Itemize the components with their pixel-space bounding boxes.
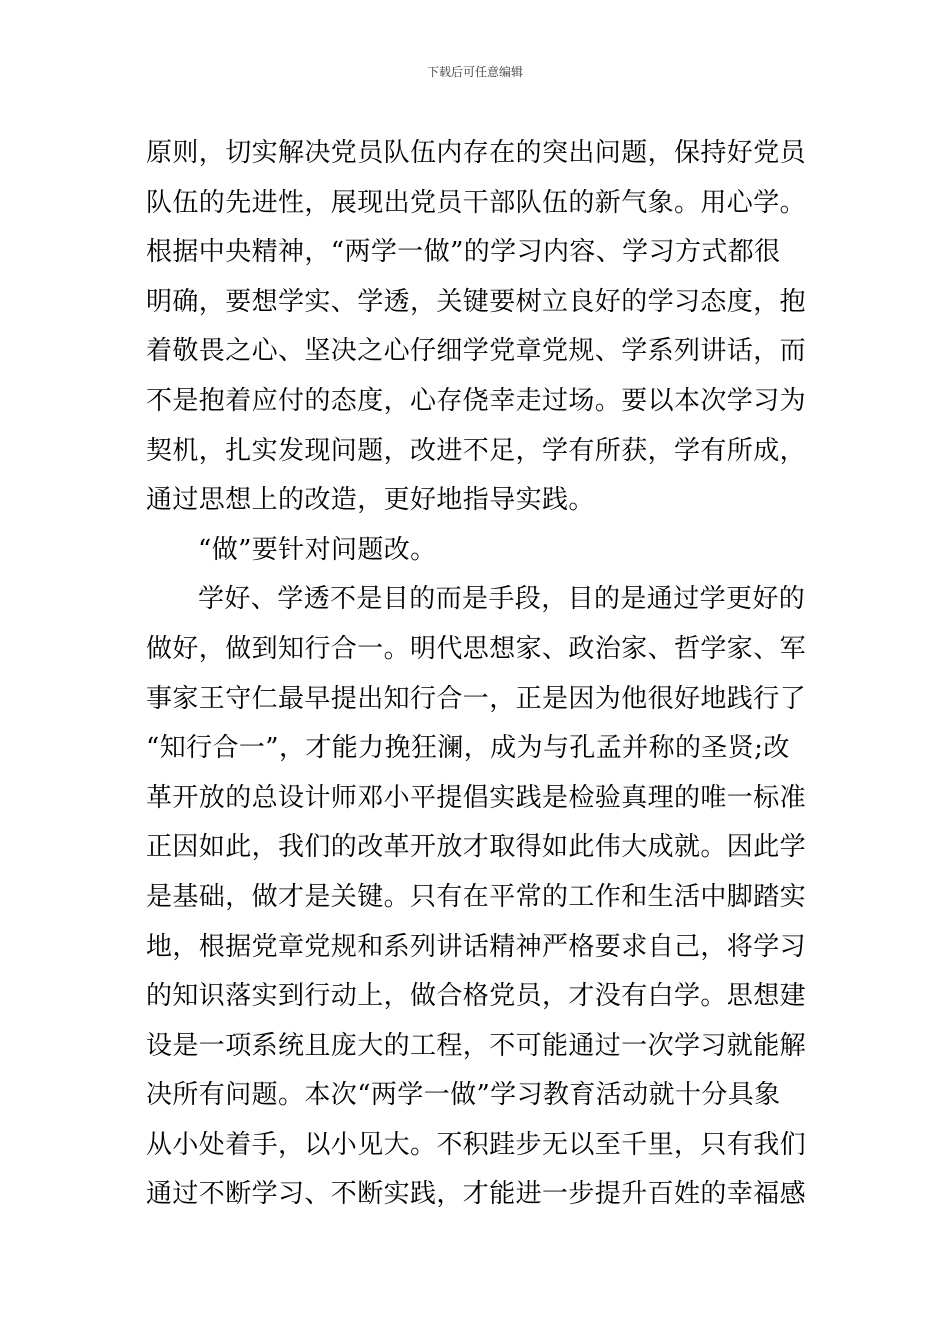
text-line: 是基础，做才是关键。只有在平常的工作和生活中脚踏实 xyxy=(146,881,807,912)
page-header: 下载后可任意编辑 xyxy=(426,65,523,79)
document-body xyxy=(146,129,806,1220)
text-line: 契机，扎实发现问题，改进不足，学有所获，学有所成， xyxy=(146,435,807,466)
text-line: 着敬畏之心、坚决之心仔细学党章党规、学系列讲话，而 xyxy=(146,336,807,367)
text-line: 决所有问题。本次“两学一做”学习教育活动就十分具象 xyxy=(146,1080,781,1111)
text-line: 队伍的先进性，展现出党员干部队伍的新气象。用心学。 xyxy=(146,187,807,218)
text-line: 设是一项系统且庞大的工程，不可能通过一次学习就能解 xyxy=(146,1030,807,1061)
text-line: 根据中央精神，“两学一做”的学习内容、学习方式都很 xyxy=(146,237,781,268)
text-line: 正因如此，我们的改革开放才取得如此伟大成就。因此学 xyxy=(146,832,807,863)
text-line: 的知识落实到行动上，做合格党员，才没有白学。思想建 xyxy=(146,981,807,1012)
paragraph-first-line: 学好、学透不是目的而是手段，目的是通过学更好的 xyxy=(198,584,806,615)
text-line: 通过思想上的改造，更好地指导实践。 xyxy=(146,485,595,516)
text-line: 革开放的总设计师邓小平提倡实践是检验真理的唯一标准 xyxy=(146,782,807,813)
text-line: 事家王守仁最早提出知行合一，正是因为他很好地践行了 xyxy=(146,683,807,714)
text-line: 从小处着手，以小见大。不积跬步无以至千里，只有我们 xyxy=(146,1129,807,1160)
text-line: 通过不断学习、不断实践，才能进一步提升百姓的幸福感 xyxy=(146,1179,807,1210)
text-line: 做好，做到知行合一。明代思想家、政治家、哲学家、军 xyxy=(146,633,807,664)
text-line: 不是抱着应付的态度，心存侥幸走过场。要以本次学习为 xyxy=(146,385,807,416)
section-heading: “做”要针对问题改。 xyxy=(198,534,437,565)
text-line: 原则，切实解决党员队伍内存在的突出问题，保持好党员 xyxy=(146,138,807,168)
text-line: 地，根据党章党规和系列讲话精神严格要求自己，将学习 xyxy=(146,931,807,962)
text-line: “知行合一”，才能力挽狂澜，成为与孔孟并称的圣贤;改 xyxy=(146,733,790,764)
text-line: 明确，要想学实、学透，关键要树立良好的学习态度，抱 xyxy=(146,286,807,317)
